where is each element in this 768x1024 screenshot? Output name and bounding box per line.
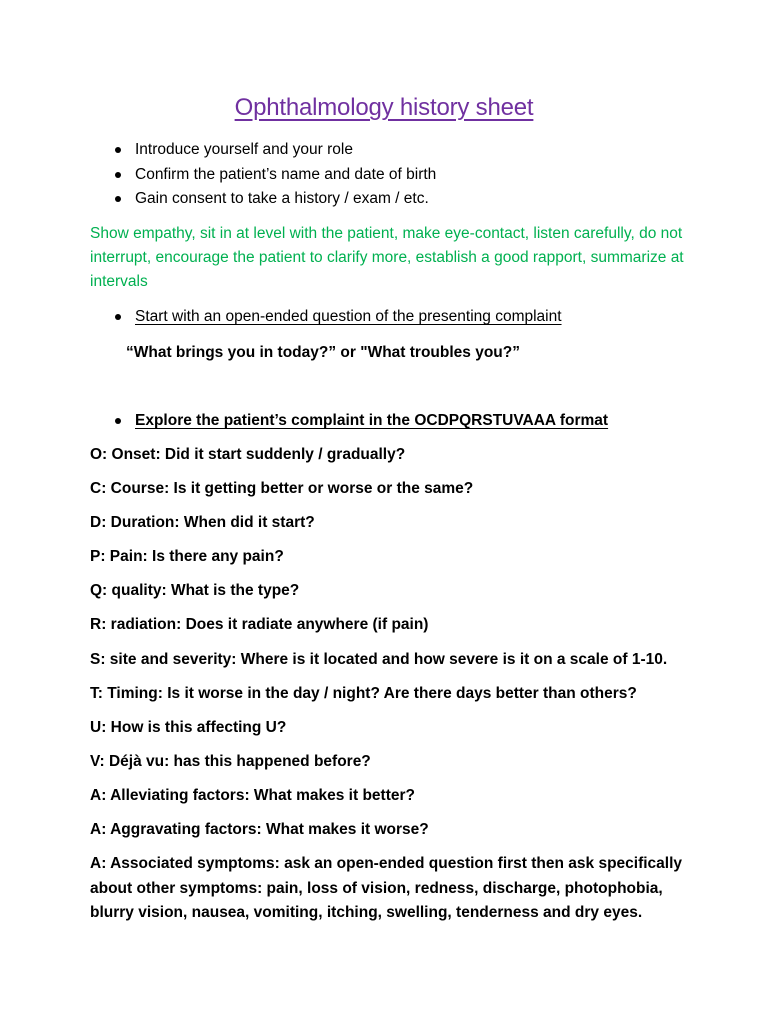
mnemonic-course: C: Course: Is it getting better or worse or the same?: [90, 480, 474, 497]
mnemonic-affecting-you: U: How is this affecting U?: [90, 719, 287, 736]
mnemonic-timing: T: Timing: Is it worse in the day / night? Are there days better than others?: [90, 685, 637, 702]
mnemonic-deja-vu: V: Déjà vu: has this happened before?: [90, 753, 371, 770]
intro-bullet-list: [114, 138, 436, 212]
mnemonic-site-severity: S: site and severity: Where is it located and how severe is it on a scale of 1-10.: [90, 651, 668, 668]
mnemonic-pain: P: Pain: Is there any pain?: [90, 548, 284, 565]
intro-bullet-introduce: Introduce yourself and your role: [114, 138, 436, 163]
intro-bullet-confirm-identity: Confirm the patient’s name and date of birth: [114, 163, 436, 188]
open-question-example: “What brings you in today?” or "What troubles you?”: [126, 344, 520, 361]
open-question-bullet: Start with an open-ended question of the presenting complaint: [114, 305, 562, 330]
explore-bullet: Explore the patient’s complaint in the OCDPQRSTUVAAA format: [114, 409, 608, 434]
mnemonic-duration: D: Duration: When did it start?: [90, 514, 315, 531]
mnemonic-aggravating: A: Aggravating factors: What makes it worse?: [90, 821, 429, 838]
intro-bullet-consent: Gain consent to take a history / exam / etc.: [114, 187, 436, 212]
mnemonic-radiation: R: radiation: Does it radiate anywhere (if pain): [90, 616, 429, 633]
communication-advice: Show empathy, sit in at level with the patient, make eye-contact, listen carefully, do not interrupt, encourage the patient to clarify more, establish a good rapport, summarize at intervals: [90, 225, 684, 290]
mnemonic-alleviating: A: Alleviating factors: What makes it better?: [90, 787, 415, 804]
open-question-bullet-list: [114, 305, 562, 330]
explore-bullet-list: [114, 409, 608, 434]
mnemonic-associated-symptoms: A: Associated symptoms: ask an open-ended question first then ask specifically about other symptoms: pain, loss of vision, redness, discharge, photophobia, blurry vision, nausea, vomiting, itching, swelling, tenderness and dry eyes.: [90, 855, 683, 921]
page-title: Ophthalmology history sheet: [234, 94, 534, 121]
mnemonic-quality: Q: quality: What is the type?: [90, 582, 300, 599]
mnemonic-onset: O: Onset: Did it start suddenly / gradually?: [90, 446, 406, 463]
